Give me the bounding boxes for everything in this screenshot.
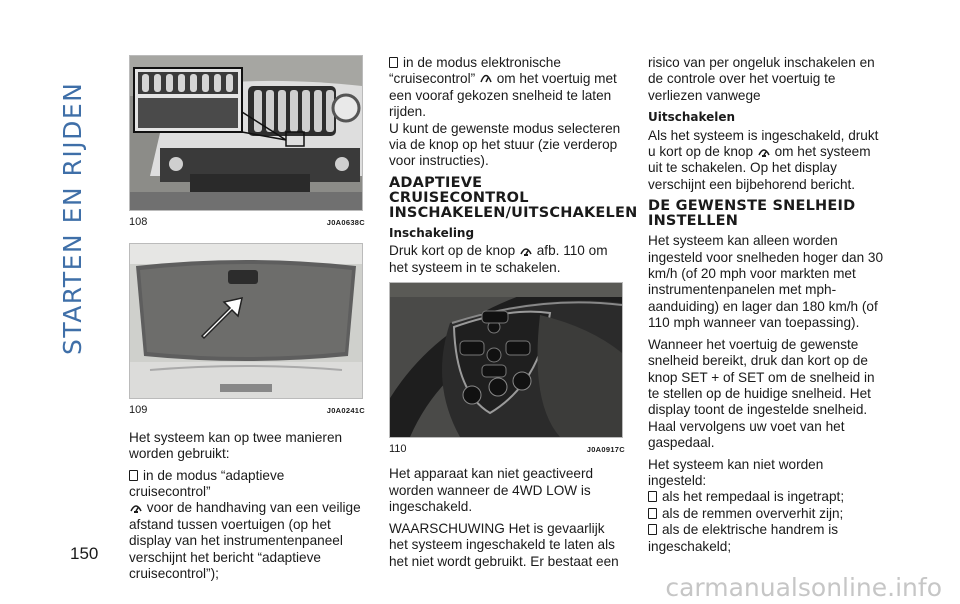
bullet-text: voor de handhaving van een veilige afstand tussen voertuigen (op het display van het instrumentenpaneel verschijnt het bericht “adaptieve cruisecontrol”);	[129, 500, 361, 582]
bullet-text: om het voertuig met een vooraf gekozen snelheid te laten rijden.	[389, 71, 617, 120]
cruise-control-icon	[479, 72, 493, 84]
figure-108-jeep-front	[129, 55, 363, 211]
heading-enable-disable: ADAPTIEVE CRUISECONTROL INSCHAKELEN/UITSCHAKELEN	[389, 174, 638, 221]
bullet-text: in de modus “adaptieve cruisecontrol”	[129, 467, 285, 500]
select-paragraph: U kunt de gewenste modus selecteren via de knop op het stuur (zie verderop voor instructies).	[389, 120, 621, 169]
subheading-enable: Inschakeling	[389, 225, 475, 240]
figure-number: 110	[389, 443, 407, 456]
column-3	[648, 55, 884, 555]
figure-number: 108	[129, 216, 148, 228]
column-2	[389, 55, 638, 575]
enable-text: afb. 110 om het systeem in te schakelen.	[389, 243, 608, 275]
watermark: carmanualsonline.info	[665, 573, 942, 602]
bullet-adaptive	[129, 468, 365, 501]
enable-paragraph	[389, 243, 625, 276]
list-item-text: als het rempedaal is ingetrapt;	[662, 489, 845, 505]
bullet-cruise	[389, 55, 625, 121]
intro-paragraph: Het systeem kan op twee manieren worden gebruikt:	[129, 429, 343, 462]
adaptive-cruise-icon	[129, 503, 143, 513]
figure-code: J0A0917C	[586, 445, 625, 455]
bullet-icon	[389, 57, 398, 68]
figure-110-steering-wheel	[389, 282, 623, 438]
bullet-icon	[648, 491, 657, 502]
bullet-adaptive-continued	[129, 500, 365, 582]
bullet-text: in de modus elektronische “cruisecontrol”	[389, 55, 561, 87]
continued-paragraph: risico van per ongeluk inschakelen en de controle over het voertuig te verliezen vanwege	[648, 55, 875, 103]
adaptive-cruise-icon	[519, 246, 533, 256]
figure-number: 109	[129, 404, 148, 417]
list-item-text: als de remmen oververhit zijn;	[662, 505, 844, 521]
figure-109-caption	[129, 402, 365, 419]
bullet-icon	[648, 508, 657, 519]
figure-109-windshield	[129, 243, 363, 399]
figure-110-caption	[389, 441, 625, 458]
reach-speed-paragraph: Wanneer het voertuig de gewenste snelheid bereikt, druk dan kort op de knop SET + of SET om de snelheid in te stellen op de huidige snelheid. Het display toont de ingestelde snelheid. Haal vervolgens uw voet van het gaspedaal.	[648, 336, 875, 451]
disable-text: Als het systeem is ingeschakeld, drukt u kort op de knop	[648, 127, 879, 160]
bullet-icon	[129, 470, 138, 481]
column-1	[129, 55, 365, 587]
disable-text: om het systeem uit te schakelen. Op het display verschijnt een bijbehorend bericht.	[648, 144, 871, 192]
4wd-paragraph: Het apparaat kan niet geactiveerd worden wanneer de 4WD LOW is ingeschakeld.	[389, 466, 594, 515]
heading-set-speed: DE GEWENSTE SNELHEID INSTELLEN	[648, 198, 856, 230]
cannot-set-paragraph: Het systeem kan niet worden ingesteld:	[648, 456, 824, 488]
figure-code: J0A0241C	[326, 406, 365, 416]
list-item	[648, 489, 884, 505]
enable-text: Druk kort op de knop	[389, 243, 516, 259]
list-item	[648, 506, 884, 522]
condition-list	[648, 489, 884, 555]
list-item-text: als de elektrische handrem is ingeschakeld;	[648, 522, 839, 554]
section-title: STARTEN EN RIJDEN	[58, 81, 87, 355]
adaptive-cruise-icon	[757, 147, 771, 157]
page-number: 150	[70, 544, 99, 563]
bullet-icon	[648, 524, 657, 535]
warning-paragraph: WAARSCHUWING Het is gevaarlijk het systeem ingeschakeld te laten als het niet wordt gebruikt. Er bestaat een	[389, 520, 619, 569]
figure-code: J0A0638C	[326, 218, 365, 227]
subheading-disable: Uitschakelen	[648, 110, 736, 125]
disable-paragraph	[648, 128, 884, 194]
speed-paragraph: Het systeem kan alleen worden ingesteld voor snelheden hoger dan 30 km/h (of 20 mph voor markten met instrumentenpanelen met mph-aanduiding) en lager dan 180 km/h (of 110 mph wanneer van toepassing).	[648, 233, 884, 331]
list-item	[648, 522, 884, 555]
figure-108-caption	[129, 214, 365, 231]
